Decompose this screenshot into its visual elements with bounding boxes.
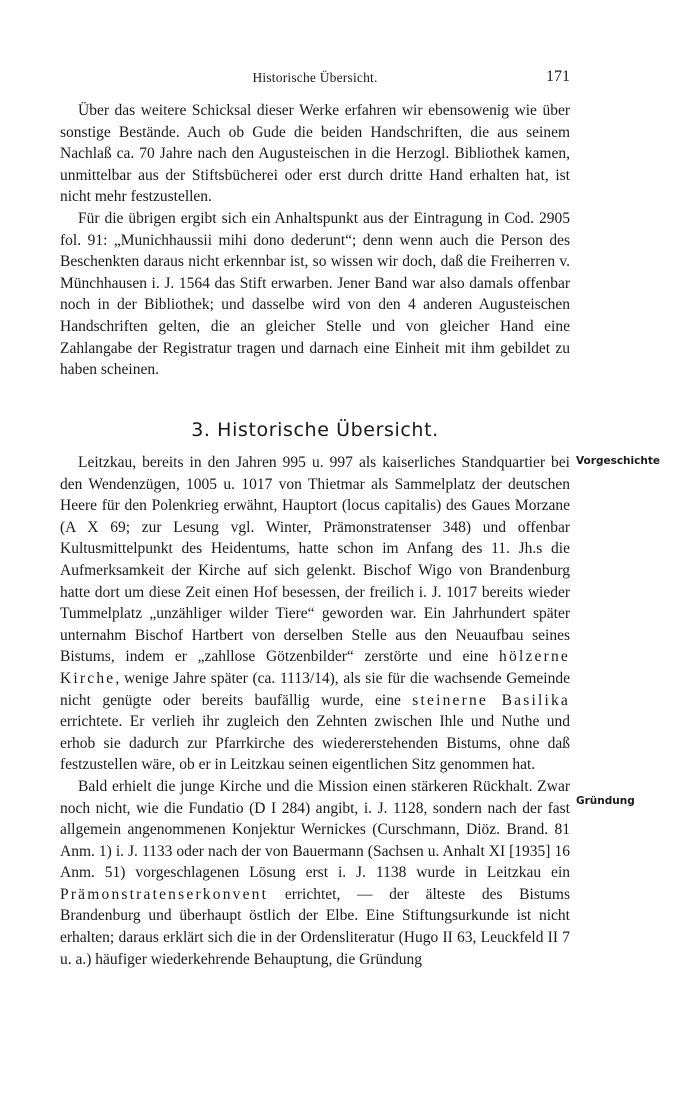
paragraph-text: errichtet, — der älteste des Bistums Brandenburg und überhaupt östlich der Elbe. Eine Stiftungsurkunde ist nicht erhalten; daraus erklärt sich die in der Ordensliteratur (Hugo II 63, Leuckfeld II 7 u. a.) häufiger wiederkehrende Behauptung, die Gründung [60, 885, 570, 968]
spaced-emphasis: steinerne Basilika [412, 691, 570, 709]
intro-paragraph-2: Für die übrigen ergibt sich ein Anhaltspunkt aus der Eintragung in Cod. 2905 fol. 91: „Munichhaussii mihi dono dederunt“; denn wenn auch die Person des Beschenkten daraus nicht erkennbar ist, so wissen wir doch, daß die Freiherren v. Münchhausen i. J. 1564 das Stift erwarben. Jener Band war also damals offenbar noch in der Bibliothek; und dasselbe wird von den 4 anderen Augusteischen Handschriften gelten, die an gleicher Stelle und von gleicher Hand eine Zahlangabe der Registratur tragen und darnach eine Einheit mit ihm gebildet zu haben scheinen. [60, 209, 570, 379]
paragraph-text: , wenige Jahre später (ca. 1113/14), als sie für die wachsende Gemeinde nicht genügte oder bereits baufällig wurde, eine [60, 669, 570, 709]
paragraph-text: Leitzkau, bereits in den Jahren 995 u. 997 als kaiserliches Standquartier bei den Wendenzügen, 1005 u. 1017 von Thietmar als Sammelplatz der deutschen Heere für den Polenkrieg erwähnt, Hauptort (locus capitalis) des Gaues Morzane (A X 69; zur Lesung vgl. Winter, Prämonstratenser 348) und offenbar Kultusmittelpunkt des Heidentums, hatte schon im Anfang des 11. Jh.s die Aufmerksamkeit der Kirche auf sich gelenkt. Bischof Wigo von Brandenburg hatte dort um diese Zeit einen Hof besessen, der freilich i. J. 1017 bereits wieder Tummelplatz „unzähliger wilder Tiere“ geworden war. Ein Jahrhundert später unternahm Bischof Hartbert von derselben Stelle aus den Neuaufbau seines Bistums, indem er „zahllose Götzenbilder“ zerstörte und eine [60, 454, 570, 666]
section-body [60, 452, 570, 970]
paragraph-text: Bald erhielt die junge Kirche und die Mission einen stärkeren Rückhalt. Zwar noch nicht, wie die Fundatio (D I 284) angibt, i. J. 1128, sondern nach der fast allgemein angenommenen Konjektur Wernickes (Curschmann, Diöz. Brand. 81 Anm. 1) i. J. 1133 oder nach der von Bauermann (Sachsen u. Anhalt XI [1935] 16 Anm. 51) vorgeschlagenen Lösung erst i. J. 1138 wurde in Leitzkau ein [60, 777, 570, 882]
page-number: 171 [546, 68, 570, 85]
section-heading: 3. Historische Übersicht. [191, 419, 439, 441]
paragraph-text: errichtete. Er verlieh ihr zugleich den Zehnten zwischen Ihle und Nuthe und erhob sie dadurch zur Pfarrkirche des wiedererstehenden Bistums, ohne daß festzustellen wäre, ob er in Leitzkau seinen eigentlichen Sitz genommen hat. [60, 713, 570, 774]
spaced-emphasis: Prämonstratenserkonvent [60, 885, 269, 903]
margin-note-vorgeschichte: Vorgeschichte [576, 455, 660, 467]
running-head: Historische Übersicht. [252, 70, 378, 85]
margin-note-gruendung: Gründung [576, 795, 635, 807]
intro-paragraph-1: Über das weitere Schicksal dieser Werke erfahren wir ebensowenig wie über sonstige Bestände. Auch ob Gude die beiden Handschriften, die aus seinem Nachlaß ca. 70 Jahre nach den Augusteischen in die Herzogl. Bibliothek kamen, unmittelbar aus der Stiftsbücherei oder erst durch dritte Hand erhalten hat, ist nicht mehr festzustellen. [60, 102, 570, 206]
intro-text [60, 100, 570, 381]
spaced-emphasis: hölzerne Kirche [60, 648, 571, 687]
section-paragraph-1 [60, 452, 570, 776]
section-paragraph-2 [60, 776, 570, 970]
page-header [60, 70, 570, 92]
